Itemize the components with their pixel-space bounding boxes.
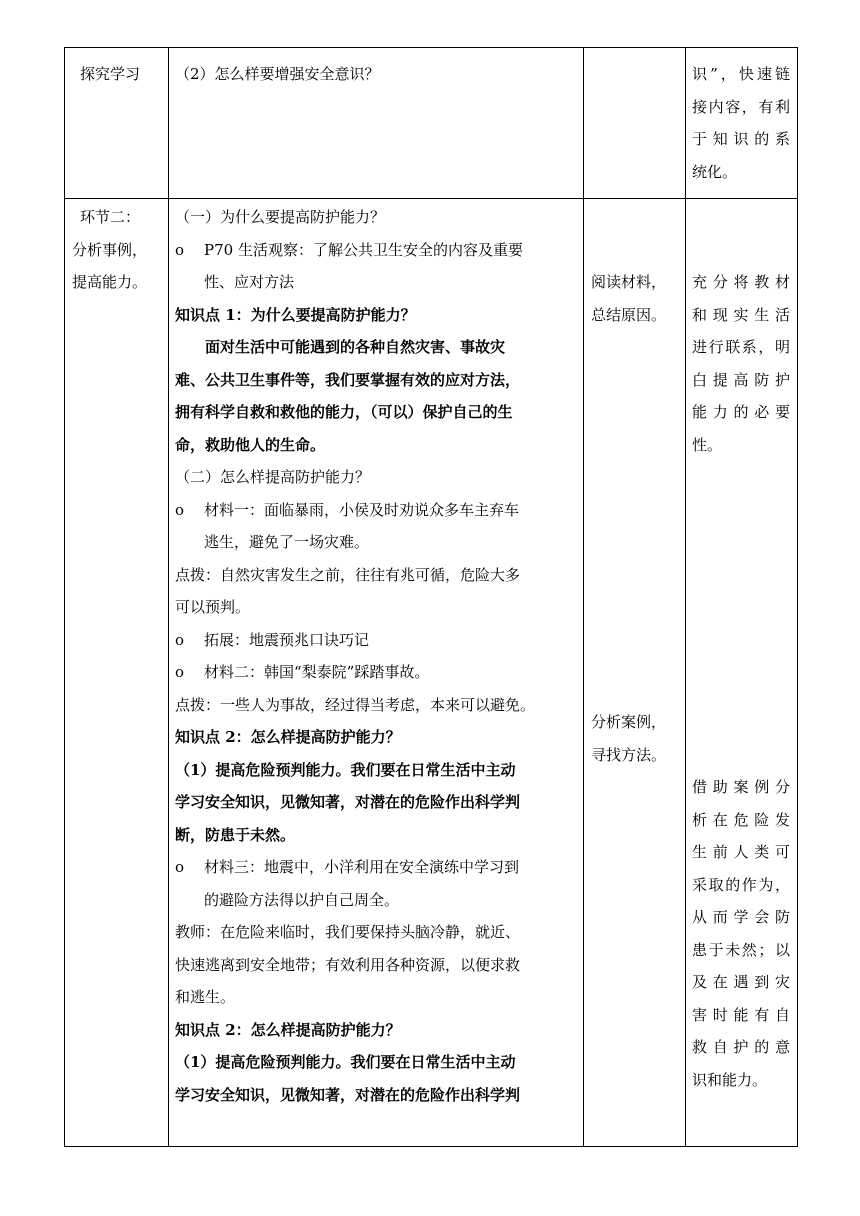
list-item: o 材料一：面临暴雨，小侯及时劝说众多车主弃车 (175, 494, 579, 527)
design-intent-1: 充分将教材 和现实生活 进行联系，明 白提高防护 能力的必要 性。 (692, 273, 790, 454)
section-heading: （一）为什么要提高防护能力？ (175, 208, 386, 226)
list-item: o 材料三：地震中，小洋利用在安全演练中学习到 (175, 851, 579, 884)
knowledge-point-title: 知识点 2：怎么样提高防护能力？ (175, 1020, 401, 1039)
student-activity-1: 阅读材料， 总结原因。 (591, 273, 667, 324)
row2-content: （一）为什么要提高防护能力？ o P70 生活观察：了解公共卫生安全的内容及重要 性、应对方法 知识点 1：为什么要提高防护能力？ 面对生活中可能遇到的各种自然灾害、事故灾 难、公共卫生事件等，我们要掌握有效的应对方法， 拥有科学自救和救他的能力，（可以）保护自己的生 命，救助他人的生命。 （二）怎么样提高防护能力？ o 材料一：面临暴雨，小侯及时劝说众多车主弃车 逃生，避免了一场灾难。 点拨：自然灾害发生之前，往往有兆可循，危险大多 可以预判。 o 拓展：地震预兆口诀巧记 o 材料二：韩国“梨泰院”踩踏事故。 点拨：一些人为事故，经过得当考虑，本来可以避免。 知识点 2：怎么样提高防护能力？ （1）提高危险预判能力。我们要在日常生活中主动 学习安全知识，见微知著，对潜在的危险作出科学判 断，防患于未然。 o 材料三：地震中，小洋利用在安全演练中学习到 的避险方法得以护自己周全。 教师：在危险来临时，我们要保持头脑冷静，就近、 快速逃离到安全地带；有效利用各种资源，以便求救 和逃生。 知识点 2：怎么样提高防护能力？ （1）提高危险预判能力。我们要在日常生活中主动 学习安全知识，见微知著，对潜在的危险作出科学判 (175, 201, 579, 1111)
table-border-top (64, 47, 798, 48)
row1-content: （2）怎么样要增强安全意识？ (175, 65, 380, 83)
bullet-icon: o (175, 240, 185, 259)
column-divider (685, 47, 686, 1147)
design-intent-2: 借助案例分 析在危险发 生前人类可 采取的作为， 从而学会防 患于未然；以 及在遇到灾 害时能有自 救自护的意 识和能力。 (692, 778, 790, 1089)
list-item: o P70 生活观察：了解公共卫生安全的内容及重要 (175, 234, 579, 267)
table-border-bottom (64, 1146, 798, 1147)
student-activity-2: 分析案例， 寻找方法。 (591, 713, 667, 764)
bullet-icon: o (175, 500, 185, 519)
knowledge-point-title: 知识点 1：为什么要提高防护能力？ (175, 305, 416, 324)
row1-stage-label: 探究学习 (80, 65, 141, 83)
list-item: o 拓展：地震预兆口诀巧记 (175, 624, 579, 657)
column-divider (64, 47, 65, 1147)
bullet-icon: o (175, 630, 185, 649)
section-heading: （二）怎么样提高防护能力？ (175, 468, 371, 486)
column-divider (583, 47, 584, 1147)
bullet-icon: o (175, 858, 185, 876)
row-divider (64, 198, 798, 199)
list-item: o 材料二：韩国“梨泰院”踩踏事故。 (175, 656, 579, 689)
column-divider (168, 47, 169, 1147)
column-divider (797, 47, 798, 1147)
lesson-plan-table (64, 47, 798, 1147)
knowledge-point-title: 知识点 2：怎么样提高防护能力？ (175, 728, 401, 746)
row1-intent: 识”，快速链 接内容，有利 于知识的系 统化。 (692, 65, 790, 181)
row2-stage-label: 环节二： 分析事例， 提高能力。 (72, 208, 148, 291)
bullet-icon: o (175, 663, 185, 681)
